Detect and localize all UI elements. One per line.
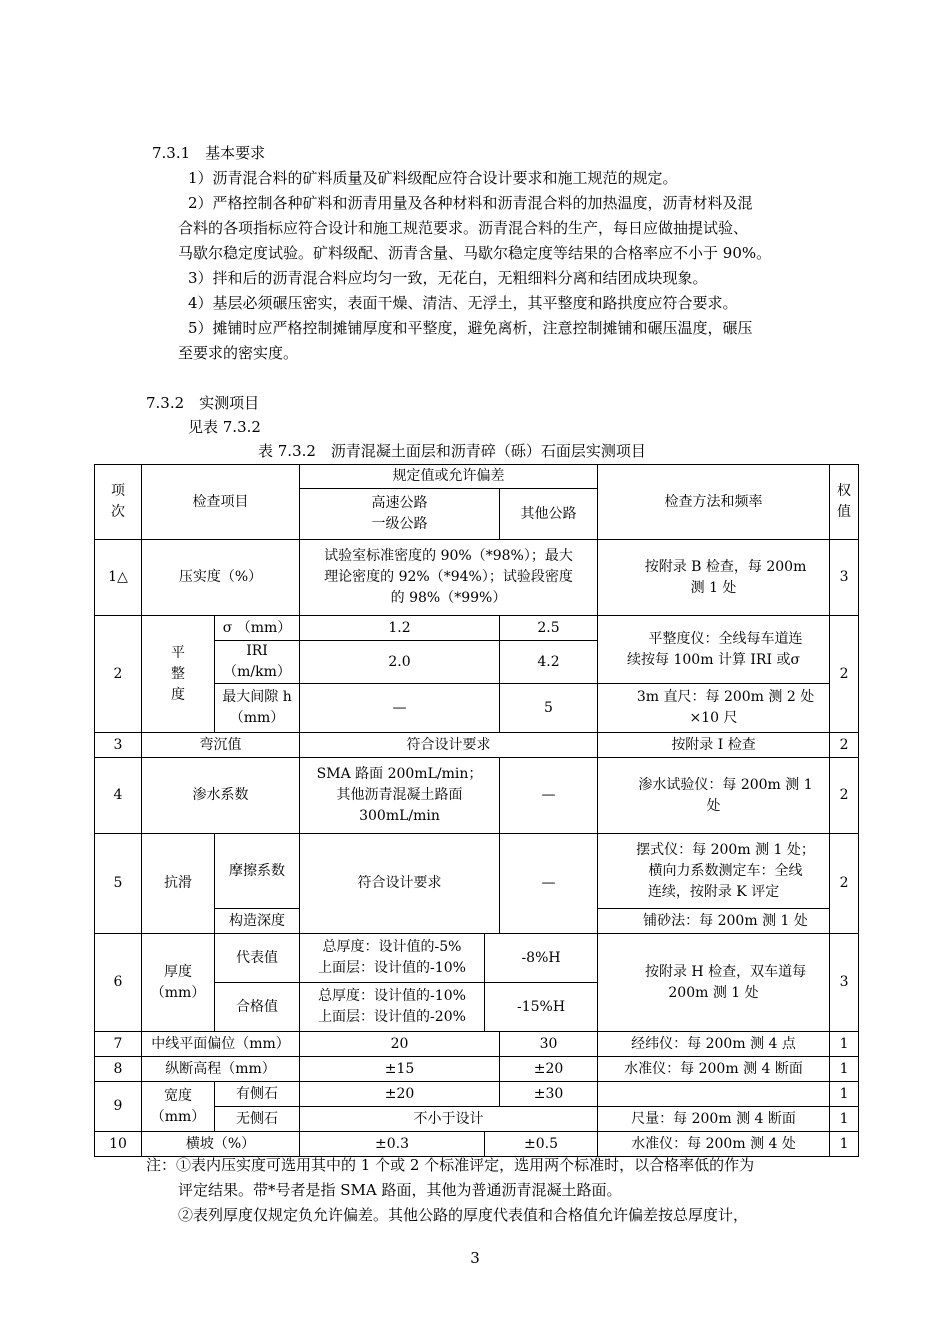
method: 铺砂法：每 200m 测 1 处 — [598, 909, 830, 934]
header-check-item: 检查项目 — [142, 465, 300, 540]
check-item: σ （mm） — [215, 616, 300, 641]
method: 平整度仪：全线每车道连 续按每 100m 计算 IRI 或σ — [598, 616, 830, 684]
other-value: ±30 — [500, 1082, 598, 1107]
check-item: 最大间隙 h （mm） — [215, 684, 300, 733]
weight: 1 — [830, 1057, 859, 1082]
check-item: 弯沉值 — [142, 733, 300, 758]
spec-value: 符合设计要求 — [300, 733, 598, 758]
note-2-line-1: ②表列厚度仅规定负允许偏差。其他公路的厚度代表值和合格值允许偏差按总厚度计， — [178, 1206, 749, 1224]
paragraph-2-line-3: 马歇尔稳定度试验。矿料级配、沥青含量、马歇尔稳定度等结果的合格率应不小于 90%。 — [178, 244, 772, 262]
highway-value: 2.0 — [300, 641, 500, 684]
highway-value: 20 — [300, 1032, 500, 1057]
paragraph-4: 4）基层必须碾压密实，表面干燥、清洁、无浮土，其平整度和路拱度应符合要求。 — [188, 294, 738, 312]
paragraph-2-line-1: 2）严格控制各种矿料和沥青用量及各种材料和沥青混合料的加热温度，沥青材料及混 — [188, 194, 753, 212]
inspection-table — [94, 464, 859, 1157]
row-number: 1△ — [95, 540, 142, 616]
other-value: ±20 — [500, 1057, 598, 1082]
check-item: 横坡（%） — [142, 1132, 300, 1157]
weight: 1 — [830, 1082, 859, 1107]
table-row — [95, 616, 859, 641]
highway-value: ±0.3 — [300, 1132, 485, 1157]
method — [598, 1082, 830, 1107]
weight: 3 — [830, 934, 859, 1032]
section-732-title: 7.3.2 实测项目 — [146, 394, 260, 412]
note-1-line-1: 注：①表内压实度可选用其中的 1 个或 2 个标准评定，选用两个标准时，以合格率低的作为 — [146, 1156, 755, 1174]
check-item: 代表值 — [215, 934, 300, 983]
group-label: 厚度 （mm） — [142, 934, 215, 1032]
table-row — [95, 758, 859, 834]
header-item-number: 项 次 — [95, 465, 142, 540]
spec-value: SMA 路面 200mL/min； 其他沥青混凝土路面 300mL/min — [300, 758, 500, 834]
row-number: 7 — [95, 1032, 142, 1057]
other-value: 30 — [500, 1032, 598, 1057]
check-item: 无侧石 — [215, 1107, 300, 1132]
other-value: 4.2 — [500, 641, 598, 684]
page-number: 3 — [470, 1249, 480, 1267]
other-value: 2.5 — [500, 616, 598, 641]
check-item: 中线平面偏位（mm） — [142, 1032, 300, 1057]
highway-value: 1.2 — [300, 616, 500, 641]
table-row — [95, 733, 859, 758]
method: 水准仪：每 200m 测 4 处 — [598, 1132, 830, 1157]
highway-value: ±15 — [300, 1057, 500, 1082]
method: 3m 直尺：每 200m 测 2 处 ×10 尺 — [598, 684, 830, 733]
weight: 2 — [830, 834, 859, 934]
header-weight: 权 值 — [830, 465, 859, 540]
header-method: 检查方法和频率 — [598, 465, 830, 540]
table-row — [95, 1132, 859, 1157]
method: 尺量：每 200m 测 4 断面 — [598, 1107, 830, 1132]
paragraph-1: 1）沥青混合料的矿料质量及矿料级配应符合设计要求和施工规范的规定。 — [188, 169, 678, 187]
highway-value: — — [300, 684, 500, 733]
see-table-reference: 见表 7.3.2 — [188, 418, 261, 436]
row-number: 8 — [95, 1057, 142, 1082]
weight: 2 — [830, 616, 859, 733]
other-value: 5 — [500, 684, 598, 733]
row-number: 6 — [95, 934, 142, 1032]
check-item: 渗水系数 — [142, 758, 300, 834]
other-value: ±0.5 — [485, 1132, 598, 1157]
check-item: IRI（m/km） — [215, 641, 300, 684]
table-row — [95, 934, 859, 983]
other-value: — — [500, 758, 598, 834]
weight: 1 — [830, 1032, 859, 1057]
row-number: 2 — [95, 616, 142, 733]
other-value: -8%H — [485, 934, 598, 983]
spec-value: 试验室标准密度的 90%（*98%）；最大 理论密度的 92%（*94%）；试验段密度 的 98%（*99%） — [300, 540, 598, 616]
spec-value: 符合设计要求 — [300, 834, 500, 934]
check-item: 有侧石 — [215, 1082, 300, 1107]
check-item: 压实度（%） — [142, 540, 300, 616]
group-label: 抗滑 — [142, 834, 215, 934]
row-number: 9 — [95, 1082, 142, 1132]
weight: 2 — [830, 758, 859, 834]
row-number: 4 — [95, 758, 142, 834]
other-value: — — [500, 834, 598, 934]
header-other-roads: 其他公路 — [500, 489, 598, 540]
highway-value: 总厚度：设计值的-5% 上面层：设计值的-10% — [300, 934, 485, 983]
method: 摆式仪：每 200m 测 1 处； 横向力系数测定车：全线 连续，按附录 K 评定 — [598, 834, 830, 909]
spec-value: 不小于设计 — [300, 1107, 598, 1132]
weight: 1 — [830, 1107, 859, 1132]
method: 水准仪：每 200m 测 4 断面 — [598, 1057, 830, 1082]
table-caption: 表 7.3.2 沥青混凝土面层和沥青碎（砾）石面层实测项目 — [258, 442, 646, 460]
table-row — [95, 1032, 859, 1057]
weight: 2 — [830, 733, 859, 758]
group-label: 平 整 度 — [142, 616, 215, 733]
check-item: 合格值 — [215, 983, 300, 1032]
table-row — [95, 540, 859, 616]
other-value: -15%H — [485, 983, 598, 1032]
highway-value: ±20 — [300, 1082, 500, 1107]
weight: 3 — [830, 540, 859, 616]
section-731-title: 7.3.1 基本要求 — [152, 144, 266, 162]
highway-value: 总厚度：设计值的-10% 上面层：设计值的-20% — [300, 983, 485, 1032]
paragraph-5-line-2: 至要求的密实度。 — [178, 344, 299, 362]
table-header-row-1 — [95, 465, 859, 489]
row-number: 10 — [95, 1132, 142, 1157]
method: 渗水试验仪：每 200m 测 1 处 — [598, 758, 830, 834]
table-row — [95, 834, 859, 909]
note-1-line-2: 评定结果。带*号者是指 SMA 路面，其他为普通沥青混凝土路面。 — [178, 1181, 622, 1199]
method: 按附录 H 检查，双车道每 200m 测 1 处 — [598, 934, 830, 1032]
check-item: 摩擦系数 — [215, 834, 300, 909]
check-item: 纵断高程（mm） — [142, 1057, 300, 1082]
method: 按附录 B 检查，每 200m 测 1 处 — [598, 540, 830, 616]
paragraph-5-line-1: 5）摊铺时应严格控制摊铺厚度和平整度，避免离析，注意控制摊铺和碾压温度，碾压 — [188, 319, 753, 337]
check-item: 构造深度 — [215, 909, 300, 934]
group-label: 宽度 （mm） — [142, 1082, 215, 1132]
row-number: 5 — [95, 834, 142, 934]
paragraph-3: 3）拌和后的沥青混合料应均匀一致，无花白，无粗细料分离和结团成块现象。 — [188, 269, 708, 287]
weight: 1 — [830, 1132, 859, 1157]
table-row — [95, 1082, 859, 1107]
row-number: 3 — [95, 733, 142, 758]
method: 经纬仪：每 200m 测 4 点 — [598, 1032, 830, 1057]
header-highway: 高速公路 一级公路 — [300, 489, 500, 540]
method: 按附录 I 检查 — [598, 733, 830, 758]
table-row — [95, 1057, 859, 1082]
header-spec: 规定值或允许偏差 — [300, 465, 598, 489]
paragraph-2-line-2: 合料的各项指标应符合设计和施工规范要求。沥青混合料的生产，每日应做抽提试验、 — [178, 219, 749, 237]
